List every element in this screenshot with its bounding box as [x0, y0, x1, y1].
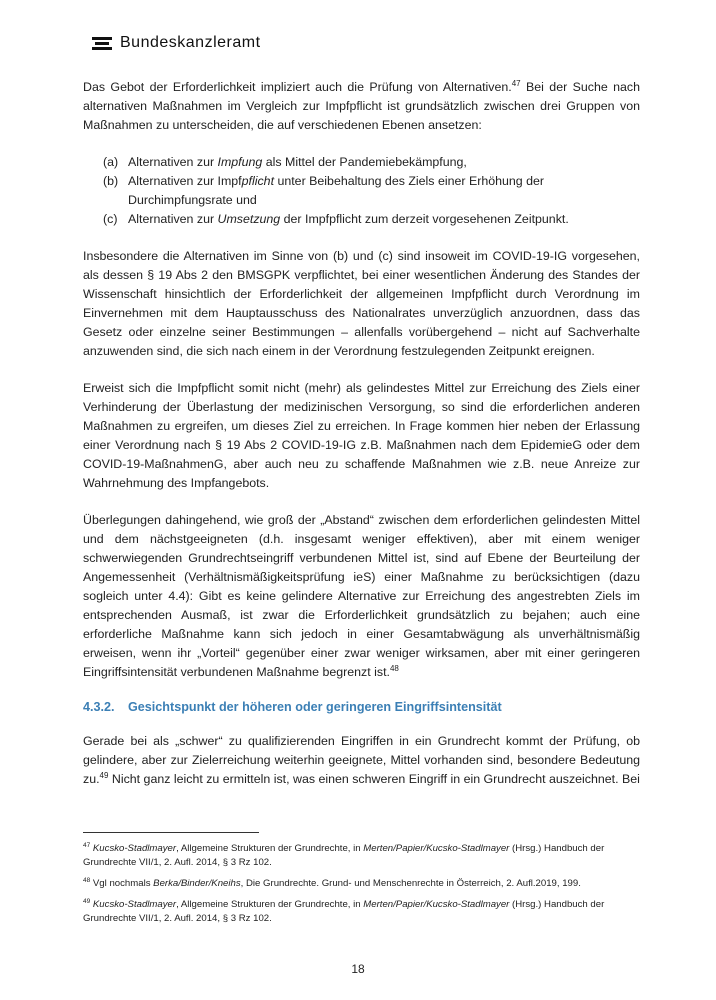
list-item: (a) Alternativen zur Impfung als Mittel der Pandemiebekämpfung, — [103, 155, 467, 169]
paragraph-1: Das Gebot der Erforderlichkeit impliziert auch die Prüfung von Alternativen.$^{47}$ Bei der Suche nach alternativen Maßnahmen im Vergleich zur Impfpflicht ist grundsätzlich zwischen drei Gruppen von Maßnahmen zu unterscheiden, die auf verschiedenen Ebenen ansetzen: — [83, 78, 640, 132]
org-name: Bundeskanzleramt — [120, 34, 261, 51]
footnote-49: $^{49}$ Kucsko-Stadlmayer, Allgemeine Strukturen der Grundrechte, in Merten/Papier/Kucsko-Stadlmayer (Hrsg.) Handbuch der Grundrechte VII/1, 2. Aufl. 2014, § 3 Rz 102. — [83, 897, 605, 924]
footnote-47: $^{47}$ Kucsko-Stadlmayer, Allgemeine Strukturen der Grundrechte, in Merten/Papier/Kucsko-Stadlmayer (Hrsg.) Handbuch der Grundrechte VII/1, 2. Aufl. 2014, § 3 Rz 102. — [83, 841, 605, 868]
footnote-ref-49[interactable]: 49 — [99, 770, 109, 780]
alternatives-list — [83, 153, 640, 229]
paragraph-4: Überlegungen dahingehend, wie groß der „Abstand“ zwischen dem erforderlichen gelindesten Mittel und dem nächstgeeigneten (d.h. insgesamt weniger effektiven), aber mit einem weniger schwerwiegenden Grundrechtseingriff verbundenen Mittel ist, sind auf Ebene der Beurteilung der Angemessenheit (Verhältnismäßigkeitsprüfung ieS) einer Maßnahme zu berücksichtigen (dazu sogleich unter 4.4): Gibt es keine gelindere Alternative zur Erreichung des angestrebten Ziels im entsprechenden Ausmaß, ist zwar die Erforderlichkeit grundsätzlich zu bejahen; auch eine erforderliche Maßnahme kann sich jedoch in einer Gesamtabwägung als unverhältnismäßig erweisen, wenn ihr „Vorteil“ gegenüber einer zwar weniger wirksamen, aber mit einer geringeren Eingriffsintensität verbundenen Maßnahme begrenzt ist.$^{48}$ — [83, 513, 640, 679]
footnote-separator — [83, 832, 259, 833]
document-body — [83, 78, 640, 807]
footnotes — [83, 842, 640, 933]
paragraph-5: Gerade bei als „schwer“ zu qualifizierenden Eingriffen in ein Grundrecht kommt der Prüfung, ob gelindere, aber zur Zielerreichung weiterhin geeignete, Mittel vorhanden sind, besondere Bedeutung zu.$^{49}$ Nicht ganz leicht zu ermitteln ist, was einen schweren Eingriff in ein Grundrecht auszeichnet. Bei — [83, 734, 640, 786]
paragraph-2: Insbesondere die Alternativen im Sinne von (b) und (c) sind insoweit im COVID-19-IG vorgesehen, als dessen § 19 Abs 2 den BMSGPK verpflichtet, bei einer wesentlichen Änderung des Standes der Wissenschaft hinsichtlich der Erforderlichkeit der allgemeinen Impfpflicht durch Verordnung im Einvernehmen mit dem Hauptausschuss des Nationalrates unverzüglich anzuordnen, dass das Gesetz oder einzelne seiner Bestimmungen – allenfalls vorübergehend – nicht auf Sachverhalte anzuwenden sind, die sich nach einem in der Verordnung festzulegenden Zeitpunkt ereignen. — [83, 249, 640, 358]
footnote-48: $^{48}$ Vgl nochmals Berka/Binder/Kneihs, Die Grundrechte. Grund- und Menschenrechte in Österreich, 2. Aufl.2019, 199. — [83, 876, 581, 889]
bundeskanzleramt-logo-icon — [92, 37, 112, 50]
header-logo — [92, 34, 261, 52]
section-number: 4.3.2. — [83, 700, 115, 714]
list-item: (c) Alternativen zur Umsetzung der Impfpflicht zum derzeit vorgesehenen Zeitpunkt. — [103, 212, 569, 226]
paragraph-3: Erweist sich die Impfpflicht somit nicht (mehr) als gelindestes Mittel zur Erreichung des Ziels einer Verhinderung der Überlastung der medizinischen Versorgung, so sind die erforderlichen anderen Maßnahmen zu ergreifen, um dieses Ziel zu erreichen. In Frage kommen hier neben der Erlassung einer Verordnung nach § 19 Abs 2 COVID-19-IG z.B. Maßnahmen nach dem EpidemieG oder dem COVID-19-MaßnahmenG, aber auch neu zu schaffende Maßnahmen wie z.B. neue Anreize zur Wahrnehmung des Impfangebots. — [83, 381, 640, 490]
list-item: (b) Alternativen zur Impfpflicht unter Beibehaltung des Ziels einer Erhöhung der Durchimpfungsrate und — [103, 174, 545, 207]
footnote-ref-48[interactable]: 48 — [389, 663, 399, 673]
page-number: 18 — [351, 962, 365, 976]
section-heading — [83, 700, 640, 714]
footnote-ref-47[interactable]: 47 — [511, 78, 521, 88]
section-title: Gesichtspunkt der höheren oder geringeren Eingriffsintensität — [128, 700, 502, 714]
